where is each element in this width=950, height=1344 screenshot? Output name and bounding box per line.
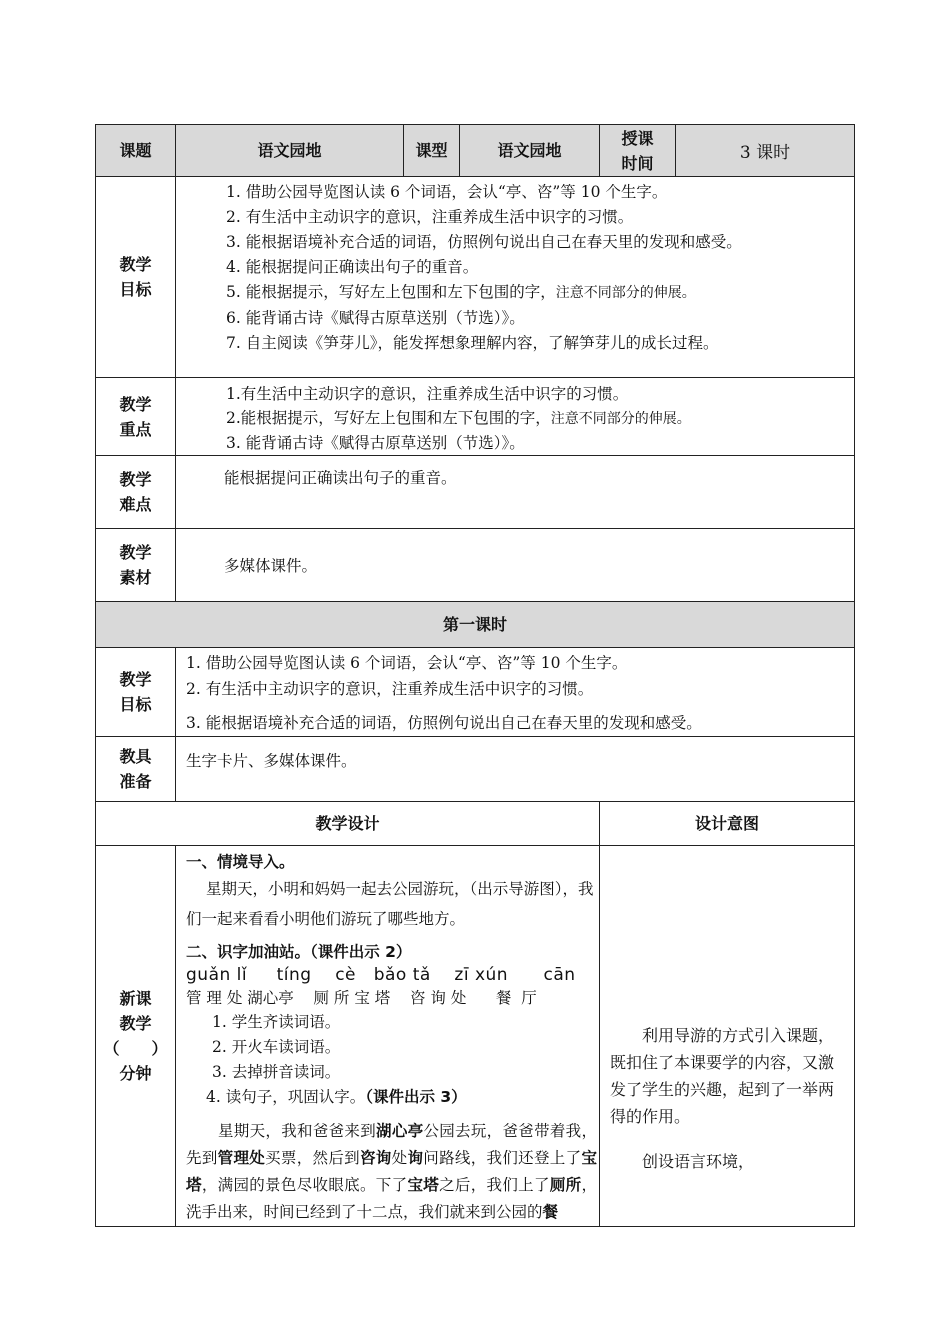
key-point-item-2-main: 2.能根据提示，写好左上包围和左下包围的字， <box>226 409 551 427</box>
objective-item-2: 2. 有生活中主动识字的意识，注重养成生活中识字的习惯。 <box>226 208 634 226</box>
objectives-label-line1: 教学 <box>119 255 152 274</box>
type-value: 语文园地 <box>460 125 600 177</box>
lesson-plan-table <box>95 124 855 1227</box>
passage-text: 之后，我们上了 <box>439 1176 550 1194</box>
objective-item-5-main: 5. 能根据提示，写好左上包围和左下包围的字， <box>226 283 556 301</box>
pinyin-line: guǎn lǐ tíng cè bǎo tǎ zī xún cān <box>186 965 576 985</box>
time-label <box>600 125 676 177</box>
key-point-item-2 <box>226 406 846 431</box>
time-label-line1: 授课 <box>621 128 654 148</box>
passage-keyword: 宝塔 <box>407 1176 440 1194</box>
objective-item-5 <box>226 280 846 306</box>
intent-paragraph-2: 创设语言环境， <box>642 1152 755 1171</box>
new-lesson-row <box>96 846 855 1227</box>
header-row <box>96 125 855 177</box>
materials-label-line2: 素材 <box>119 568 152 587</box>
key-points-row <box>96 378 855 456</box>
lesson1-objectives-list <box>176 648 855 737</box>
materials-row <box>96 529 855 602</box>
passage-text: 问路线，我们还登上了 <box>423 1149 582 1167</box>
lesson1-objective-item-1: 1. 借助公园导览图认读 6 个词语，会认“亭、咨”等 10 个生字。 <box>186 654 628 672</box>
key-points-label-line2: 重点 <box>119 419 152 439</box>
step-3: 3. 去掉拼音读词。 <box>212 1063 341 1081</box>
topic-value: 语文园地 <box>176 125 404 177</box>
step-4-note: （课件出示 3） <box>365 1088 467 1106</box>
reading-passage <box>186 1118 597 1226</box>
lesson1-title: 第一课时 <box>96 602 855 648</box>
lesson1-tools-label-line2: 准备 <box>119 772 152 791</box>
difficulties-label-line1: 教学 <box>119 470 152 489</box>
new-lesson-label-line2: 教学 <box>119 1014 152 1033</box>
key-points-label-line1: 教学 <box>119 394 152 414</box>
passage-keyword: 咨询 <box>359 1149 392 1167</box>
materials-label <box>96 529 176 602</box>
difficulties-label-line2: 难点 <box>119 495 152 514</box>
lesson1-objectives-label <box>96 648 176 737</box>
design-content <box>176 846 600 1227</box>
key-points-list <box>176 378 855 456</box>
materials-text: 多媒体课件。 <box>176 529 855 602</box>
objectives-row <box>96 177 855 378</box>
steps-list <box>186 1010 597 1110</box>
step-4 <box>186 1085 597 1110</box>
objective-item-1: 1. 借助公园导览图认读 6 个词语，会认“亭、咨”等 10 个生字。 <box>226 183 668 201</box>
difficulties-text: 能根据提问正确读出句子的重音。 <box>176 456 855 529</box>
intent-content <box>600 846 855 1227</box>
objective-item-4: 4. 能根据提问正确读出句子的重音。 <box>226 258 479 276</box>
objectives-label <box>96 177 176 378</box>
key-points-label <box>96 378 176 456</box>
lesson1-tools-row <box>96 737 855 802</box>
key-point-item-1: 1.有生活中主动识字的意识，注重养成生活中识字的习惯。 <box>226 385 629 403</box>
objectives-label-line2: 目标 <box>119 280 152 299</box>
objective-item-5-note: 注意不同部分的伸展。 <box>555 285 696 301</box>
materials-label-line1: 教学 <box>119 543 152 562</box>
lesson1-objective-item-2: 2. 有生活中主动识字的意识，注重养成生活中识字的习惯。 <box>186 680 594 698</box>
section1-text: 星期天，小明和妈妈一起去公园游玩，（出示导游图），我们一起来看看小明他们游玩了哪些地方。 <box>186 880 594 928</box>
step-4-text: 4. 读句子，巩固认字。 <box>206 1088 366 1106</box>
topic-label: 课题 <box>96 125 176 177</box>
characters-line: 管 理 处 湖心亭 厕 所 宝 塔 咨 询 处 餐 厅 <box>186 989 537 1007</box>
passage-text: 处 <box>391 1149 408 1167</box>
passage-keyword: 湖心亭 <box>376 1122 424 1140</box>
intent-header: 设计意图 <box>600 802 855 846</box>
passage-keyword: 餐 <box>542 1203 559 1221</box>
lesson1-tools-label <box>96 737 176 802</box>
lesson1-tools-text: 生字卡片、多媒体课件。 <box>176 737 855 802</box>
new-lesson-label-line1: 新课 <box>119 989 152 1008</box>
lesson1-objectives-label-line1: 教学 <box>119 670 152 689</box>
design-header-row <box>96 802 855 846</box>
intent-paragraph-1: 利用导游的方式引入课题，既扣住了本课要学的内容，又激发了学生的兴趣，起到了一举两得的作用。 <box>610 1026 835 1126</box>
passage-text: ，满园的景色尽收眼底。下了 <box>201 1176 408 1194</box>
passage-text: ，洗手出来，时间已经到了十二点，我们就来到公园的 <box>186 1176 597 1221</box>
passage-keyword: 厕所 <box>549 1176 582 1194</box>
new-lesson-label-line3: （ ） <box>103 1039 168 1058</box>
passage-text: 星期天，我和爸爸来到 <box>218 1122 377 1140</box>
type-label: 课型 <box>404 125 460 177</box>
new-lesson-label-line4: 分钟 <box>119 1064 152 1083</box>
new-lesson-label <box>96 846 176 1227</box>
lesson1-title-row <box>96 602 855 648</box>
passage-keyword: 宝塔 <box>186 1149 597 1194</box>
objective-item-7: 7. 自主阅读《笋芽儿》，能发挥想象理解内容，了解笋芽儿的成长过程。 <box>226 334 719 352</box>
passage-keyword: 询 <box>407 1149 424 1167</box>
key-point-item-2-note: 注意不同部分的伸展。 <box>550 411 691 427</box>
objectives-list <box>176 177 855 378</box>
lesson1-tools-label-line1: 教具 <box>119 747 152 766</box>
section1-title: 一、情境导入。 <box>186 853 295 871</box>
step-1: 1. 学生齐读词语。 <box>212 1013 341 1031</box>
difficulties-row <box>96 456 855 529</box>
objective-item-6: 6. 能背诵古诗《赋得古原草送别（节选）》。 <box>226 309 525 327</box>
difficulties-label <box>96 456 176 529</box>
lesson1-objective-item-3: 3. 能根据语境补充合适的词语，仿照例句说出自己在春天里的发现和感受。 <box>186 714 702 732</box>
passage-keyword: 管理处 <box>217 1149 266 1167</box>
time-value: 3 课时 <box>676 125 855 177</box>
key-point-item-3: 3. 能背诵古诗《赋得古原草送别（节选）》。 <box>226 434 525 452</box>
objective-item-3: 3. 能根据语境补充合适的词语，仿照例句说出自己在春天里的发现和感受。 <box>226 233 742 251</box>
passage-text: 公园去玩，爸爸带着我，先到 <box>186 1122 597 1167</box>
step-2: 2. 开火车读词语。 <box>212 1038 341 1056</box>
lesson1-objectives-row <box>96 648 855 737</box>
lesson1-objectives-label-line2: 目标 <box>119 695 152 714</box>
design-header: 教学设计 <box>96 802 600 846</box>
section2-title: 二、识字加油站。（课件出示 2） <box>186 943 412 961</box>
passage-text: 买票，然后到 <box>265 1149 360 1167</box>
time-label-line2: 时间 <box>621 153 654 173</box>
